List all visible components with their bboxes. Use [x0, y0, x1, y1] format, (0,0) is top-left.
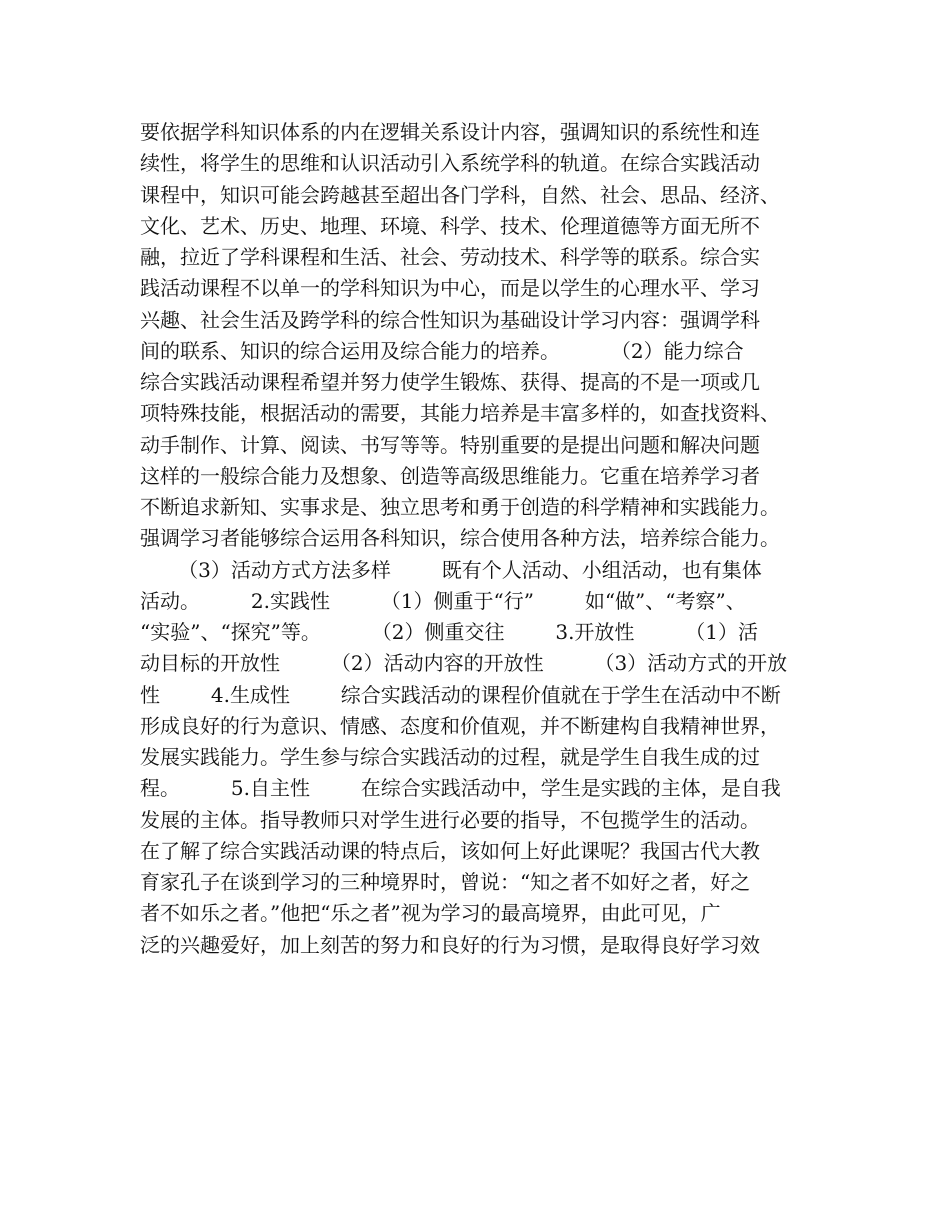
text-line: 项特殊技能，根据活动的需要，其能力培养是丰富多样的，如查找资料、: [140, 401, 780, 426]
text-line: 综合实践活动课程希望并努力使学生锻炼、获得、提高的不是一项或几: [140, 370, 760, 394]
text-line: 形成良好的行为意识、情感、态度和价值观，并不断建构自我精神世界，: [140, 713, 780, 738]
text-line: 课程中，知识可能会跨越甚至超出各门学科，自然、社会、思品、经济、: [140, 182, 780, 207]
body-text: [140, 117, 830, 961]
text-line: 文化、艺术、历史、地理、环境、科学、技术、伦理道德等方面无所不: [140, 213, 760, 238]
text-line: 要依据学科知识体系的内在逻辑关系设计内容，强调知识的系统性和连: [140, 120, 760, 144]
text-line: 动手制作、计算、阅读、书写等等。特别重要的是提出问题和解决问题: [140, 432, 760, 457]
text-line: 兴趣、社会生活及跨学科的综合性知识为基础设计学习内容：强调学科: [140, 307, 760, 332]
text-line: 动目标的开放性 （2）活动内容的开放性 （3）活动方式的开放: [140, 651, 788, 676]
text-line: “实验”、“探究”等。 （2）侧重交往 3.开放性 （1）活: [140, 620, 759, 644]
text-line: 强调学习者能够综合运用各科知识，综合使用各种方法，培养综合能力。: [140, 526, 780, 551]
text-line: 间的联系、知识的综合运用及综合能力的培养。 （2）能力综合: [140, 338, 744, 363]
text-line: 泛的兴趣爱好，加上刻苦的努力和良好的行为习惯，是取得良好学习效: [140, 932, 760, 957]
text-line: 续性，将学生的思维和认识活动引入系统学科的轨道。在综合实践活动: [140, 151, 760, 176]
text-line: 发展的主体。指导教师只对学生进行必要的指导，不包揽学生的活动。: [140, 807, 760, 832]
text-line: 践活动课程不以单一的学科知识为中心，而是以学生的心理水平、学习: [140, 276, 760, 301]
text-line: 性 4.生成性 综合实践活动的课程价值就在于学生在活动中不断: [140, 682, 781, 707]
text-line: 融，拉近了学科课程和生活、社会、劳动技术、科学等的联系。综合实: [140, 245, 760, 269]
text-line: 在了解了综合实践活动课的特点后，该如何上好此课呢？我国古代大教: [140, 838, 760, 863]
text-line: 发展实践能力。学生参与综合实践活动的过程，就是学生自我生成的过: [140, 745, 760, 769]
text-line: 不断追求新知、实事求是、独立思考和勇于创造的科学精神和实践能力。: [140, 495, 780, 519]
text-line: 程。 5.自主性 在综合实践活动中，学生是实践的主体，是自我: [140, 776, 781, 801]
text-line: 者不如乐之者。”他把“乐之者”视为学习的最高境界，由此可见，广: [140, 901, 721, 926]
text-line: 活动。 2.实践性 （1）侧重于“行” 如“做”、“考察”、: [140, 588, 746, 613]
text-line: （3）活动方式方法多样 既有个人活动、小组活动，也有集体: [140, 557, 762, 582]
text-line: 这样的一般综合能力及想象、创造等高级思维能力。它重在培养学习者: [140, 463, 760, 488]
text-line: 育家孔子在谈到学习的三种境界时，曾说：“知之者不如好之者，好之: [140, 870, 751, 894]
